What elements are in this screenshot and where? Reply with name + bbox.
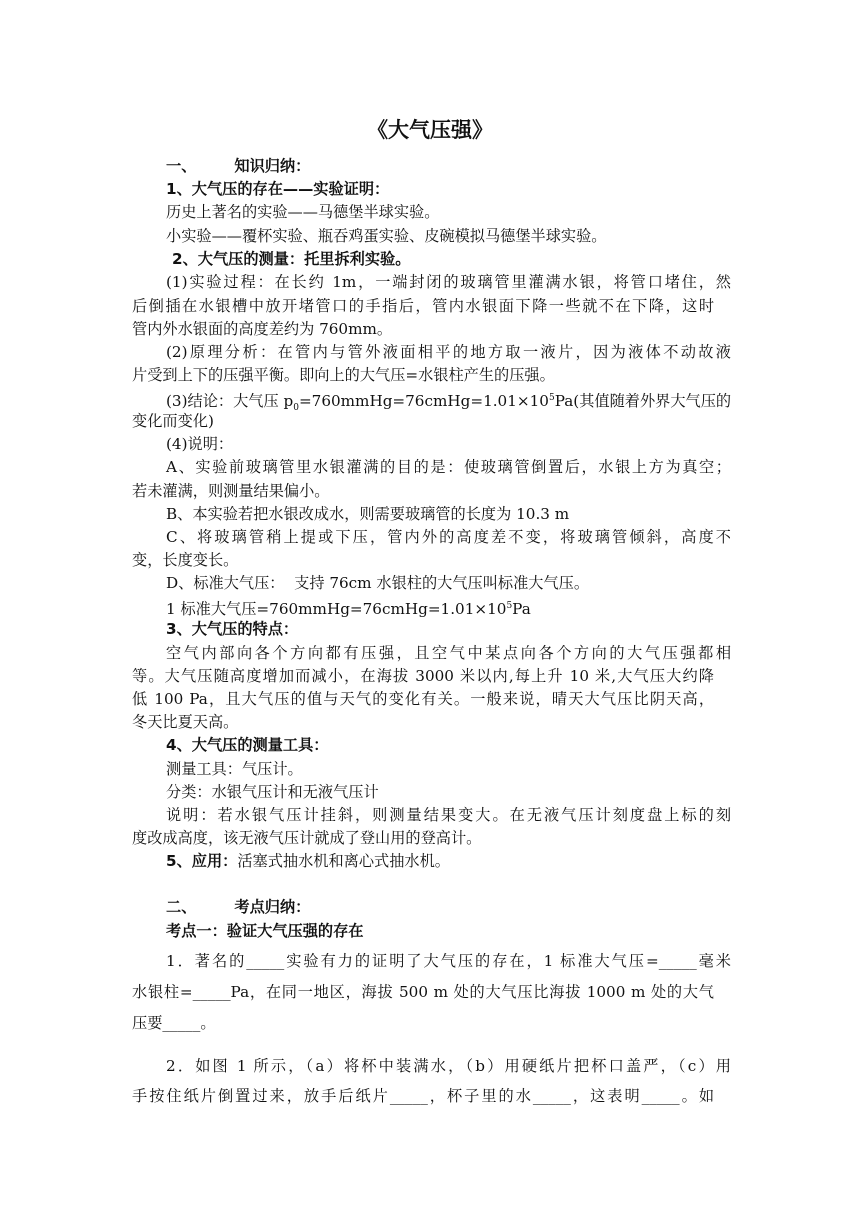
- question-line: 2．如图 1 所示，（a）将杯中装满水，（b）用硬纸片把杯口盖严，（c）用: [166, 1057, 731, 1075]
- text-line: (2)原理分析：在管内与管外液面相平的地方取一液片，因为液体不动故液: [166, 343, 731, 361]
- text-line: 片受到上下的压强平衡。即向上的大气压=水银柱产生的压强。: [132, 366, 555, 384]
- text-line: [166, 595, 531, 620]
- text-line: 度改成高度，该无液气压计就成了登山用的登高计。: [132, 829, 482, 847]
- conclusion-text: =760mmHg=76cmHg=1.01×10: [298, 392, 549, 411]
- application-text: 活塞式抽水机和离心式抽水机。: [237, 852, 450, 870]
- text-line: [166, 387, 731, 419]
- subscript: 0: [293, 403, 299, 414]
- question-line: 手按住纸片倒置过来，放手后纸片_____，杯子里的水_____，这表明_____。如: [132, 1087, 714, 1105]
- section-2-title: 考点归纳：: [234, 898, 311, 916]
- superscript: 5: [548, 393, 555, 403]
- question-line: 水银柱=_____Pa，在同一地区，海拔 500 m 处的大气压比海拔 1000 m 处的大气: [132, 983, 714, 1001]
- heading-tools: 4、大气压的测量工具：: [166, 736, 329, 754]
- text-line: 冬天比夏天高。: [132, 713, 239, 731]
- heading-existence: 1、大气压的存在——实验证明：: [166, 180, 390, 198]
- text-line: 空气内部向各个方向都有压强，且空气中某点向各个方向的大气压强都相: [166, 644, 731, 662]
- page-title: 《大气压强》: [367, 118, 493, 142]
- conclusion-text: Pa(其值随着外界大气压的: [554, 392, 732, 411]
- text-line: 变化而变化): [132, 412, 214, 430]
- standard-pressure-text: 1 标准大气压=760mmHg=76cmHg=1.01×10: [166, 600, 507, 619]
- heading-features: 3、大气压的特点：: [166, 620, 299, 638]
- text-line: 小实验——覆杯实验、瓶吞鸡蛋实验、皮碗模拟马德堡半球实验。: [166, 227, 607, 245]
- text-line: D、标准大气压： 支持 76cm 水银柱的大气压叫标准大气压。: [166, 574, 590, 592]
- conclusion-text: (3)结论：大气压 p: [166, 392, 294, 411]
- text-line: 分类：水银气压计和无液气压计: [166, 783, 379, 801]
- section-1-number: 一、: [166, 157, 197, 175]
- text-line: A、实验前玻璃管里水银灌满的目的是：使玻璃管倒置后，水银上方为真空；: [166, 458, 731, 476]
- heading-measurement: 2、大气压的测量：托里拆利实验。: [172, 250, 411, 268]
- heading-application: 5、应用：: [166, 852, 238, 870]
- application-line: [166, 850, 450, 872]
- section-1-heading: [166, 155, 310, 177]
- superscript: 5: [506, 601, 513, 611]
- text-line: 说明：若水银气压计挂斜，则测量结果变大。在无液气压计刻度盘上标的刻: [166, 806, 731, 824]
- text-line: 等。大气压随高度增加而减小，在海拔 3000 米以内,每上升 10 米,大气压大约降: [132, 667, 714, 685]
- section-2-number: 二、: [166, 898, 197, 916]
- text-line: 后倒插在水银槽中放开堵管口的手指后，管内水银面下降一些就不在下降，这时: [132, 297, 714, 315]
- heading-topic-1: 考点一：验证大气压强的存在: [166, 922, 364, 940]
- question-line: 压要_____。: [132, 1014, 216, 1032]
- text-line: (1)实验过程：在长约 1m，一端封闭的玻璃管里灌满水银，将管口堵住，然: [166, 273, 731, 291]
- text-line: C、将玻璃管稍上提或下压，管内外的高度差不变，将玻璃管倾斜，高度不: [166, 528, 731, 546]
- text-line: 若未灌满，则测量结果偏小。: [132, 482, 330, 500]
- text-line: 变，长度变长。: [132, 551, 239, 569]
- section-2-heading: [166, 896, 310, 918]
- section-1-title: 知识归纳：: [234, 157, 311, 175]
- question-line: 1．著名的_____实验有力的证明了大气压的存在，1 标准大气压=_____毫米: [166, 952, 731, 970]
- text-line: (4)说明：: [166, 435, 234, 453]
- text-line: B、本实验若把水银改成水，则需要玻璃管的长度为 10.3 m: [166, 505, 570, 523]
- text-line: 低 100 Pa，且大气压的值与天气的变化有关。一般来说，晴天大气压比阴天高，: [132, 690, 714, 708]
- text-line: 测量工具：气压计。: [166, 760, 303, 778]
- text-line: 历史上著名的实验——马德堡半球实验。: [166, 203, 440, 221]
- standard-pressure-text: Pa: [512, 600, 531, 619]
- text-line: 管内外水银面的高度差约为 760mm。: [132, 320, 393, 338]
